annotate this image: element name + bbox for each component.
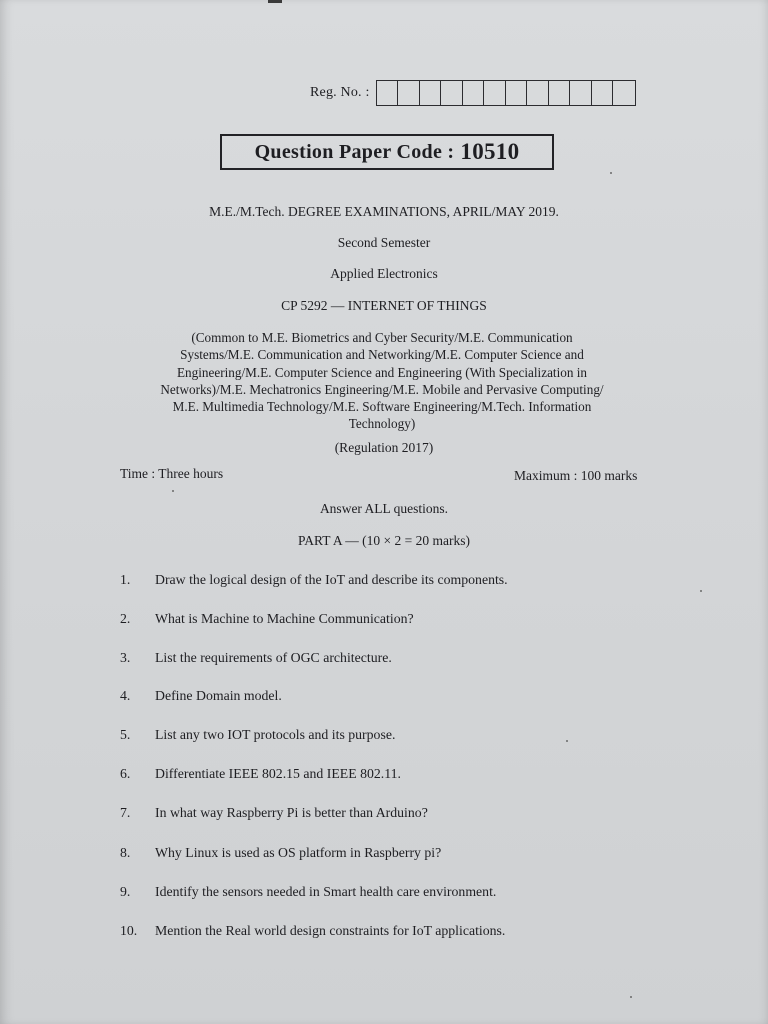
question-number: 8.	[120, 845, 131, 860]
question-number: 6.	[120, 766, 131, 781]
question-paper-code-box	[220, 134, 554, 170]
common-to-line: M.E. Multimedia Technology/M.E. Software Engineering/M.Tech. Information	[172, 399, 592, 415]
common-to-line: Systems/M.E. Communication and Networking/M.E. Computer Science and	[180, 347, 584, 363]
question-item	[120, 572, 508, 588]
reg-number-box	[441, 81, 463, 105]
question-item	[120, 688, 282, 704]
degree-line: M.E./M.Tech. DEGREE EXAMINATIONS, APRIL/MAY 2019.	[209, 204, 559, 219]
paper-speck	[610, 172, 612, 174]
question-item	[120, 805, 428, 821]
reg-number-box	[613, 81, 635, 105]
common-to-line: Technology)	[348, 416, 416, 432]
question-text: In what way Raspberry Pi is better than Arduino?	[155, 805, 428, 820]
paper-speck	[566, 740, 568, 742]
reg-number-boxes	[376, 80, 636, 106]
question-number: 7.	[120, 805, 131, 820]
department-line: Applied Electronics	[330, 266, 438, 281]
common-to-block	[118, 329, 646, 433]
semester-line: Second Semester	[337, 235, 431, 250]
reg-number-box	[398, 81, 420, 105]
question-text: Mention the Real world design constraints for IoT applications.	[155, 923, 506, 938]
reg-number-label: Reg. No. :	[310, 85, 370, 100]
question-text: Draw the logical design of the IoT and describe its components.	[155, 572, 508, 587]
reg-number-box	[484, 81, 506, 105]
question-number: 9.	[120, 884, 131, 899]
question-item	[120, 727, 395, 743]
common-to-line: (Common to M.E. Biometrics and Cyber Security/M.E. Communication	[191, 330, 573, 345]
reg-number-box	[463, 81, 485, 105]
paper-speck	[700, 590, 702, 592]
question-item	[120, 923, 505, 939]
instruction-line: Answer ALL questions.	[319, 501, 449, 516]
regulation-line: (Regulation 2017)	[334, 440, 434, 455]
question-text: List the requirements of OGC architecture.	[155, 650, 392, 665]
reg-number-box	[527, 81, 549, 105]
question-number: 5.	[120, 727, 131, 742]
reg-number-box	[506, 81, 528, 105]
question-text: Differentiate IEEE 802.15 and IEEE 802.11.	[155, 766, 401, 781]
question-number: 1.	[120, 572, 131, 587]
question-text: Define Domain model.	[155, 688, 282, 703]
subject-line: CP 5292 — INTERNET OF THINGS	[281, 298, 487, 313]
reg-number-box	[420, 81, 442, 105]
question-number: 2.	[120, 611, 131, 626]
question-item	[120, 611, 414, 627]
question-item	[120, 650, 392, 666]
reg-number-box	[592, 81, 614, 105]
question-text: Why Linux is used as OS platform in Raspberry pi?	[155, 845, 442, 860]
question-item	[120, 766, 401, 782]
question-item	[120, 845, 441, 861]
reg-number-box	[549, 81, 571, 105]
question-number: 4.	[120, 688, 131, 703]
question-paper-code-label: Question Paper Code :	[254, 140, 455, 163]
question-number: 10.	[120, 923, 138, 938]
time-allowed: Time : Three hours	[120, 466, 224, 481]
question-text: Identify the sensors needed in Smart health care environment.	[155, 884, 497, 899]
top-edge-mark	[268, 0, 282, 3]
common-to-line: Engineering/M.E. Computer Science and Engineering (With Specialization in	[177, 364, 587, 380]
reg-number-box	[570, 81, 592, 105]
paper-speck	[630, 996, 632, 998]
question-text: What is Machine to Machine Communication?	[155, 611, 414, 626]
paper-speck	[172, 490, 174, 492]
question-item	[120, 884, 496, 900]
question-number: 3.	[120, 650, 131, 665]
question-text: List any two IOT protocols and its purpose.	[155, 727, 396, 742]
question-paper-code-number: 10510	[460, 139, 520, 164]
reg-number-row	[310, 80, 636, 106]
common-to-line: Networks)/M.E. Mechatronics Engineering/M.E. Mobile and Pervasive Computing/	[160, 381, 604, 397]
reg-number-box	[377, 81, 399, 105]
part-a-heading: PART A — (10 × 2 = 20 marks)	[298, 533, 470, 548]
maximum-marks: Maximum : 100 marks	[514, 468, 638, 483]
